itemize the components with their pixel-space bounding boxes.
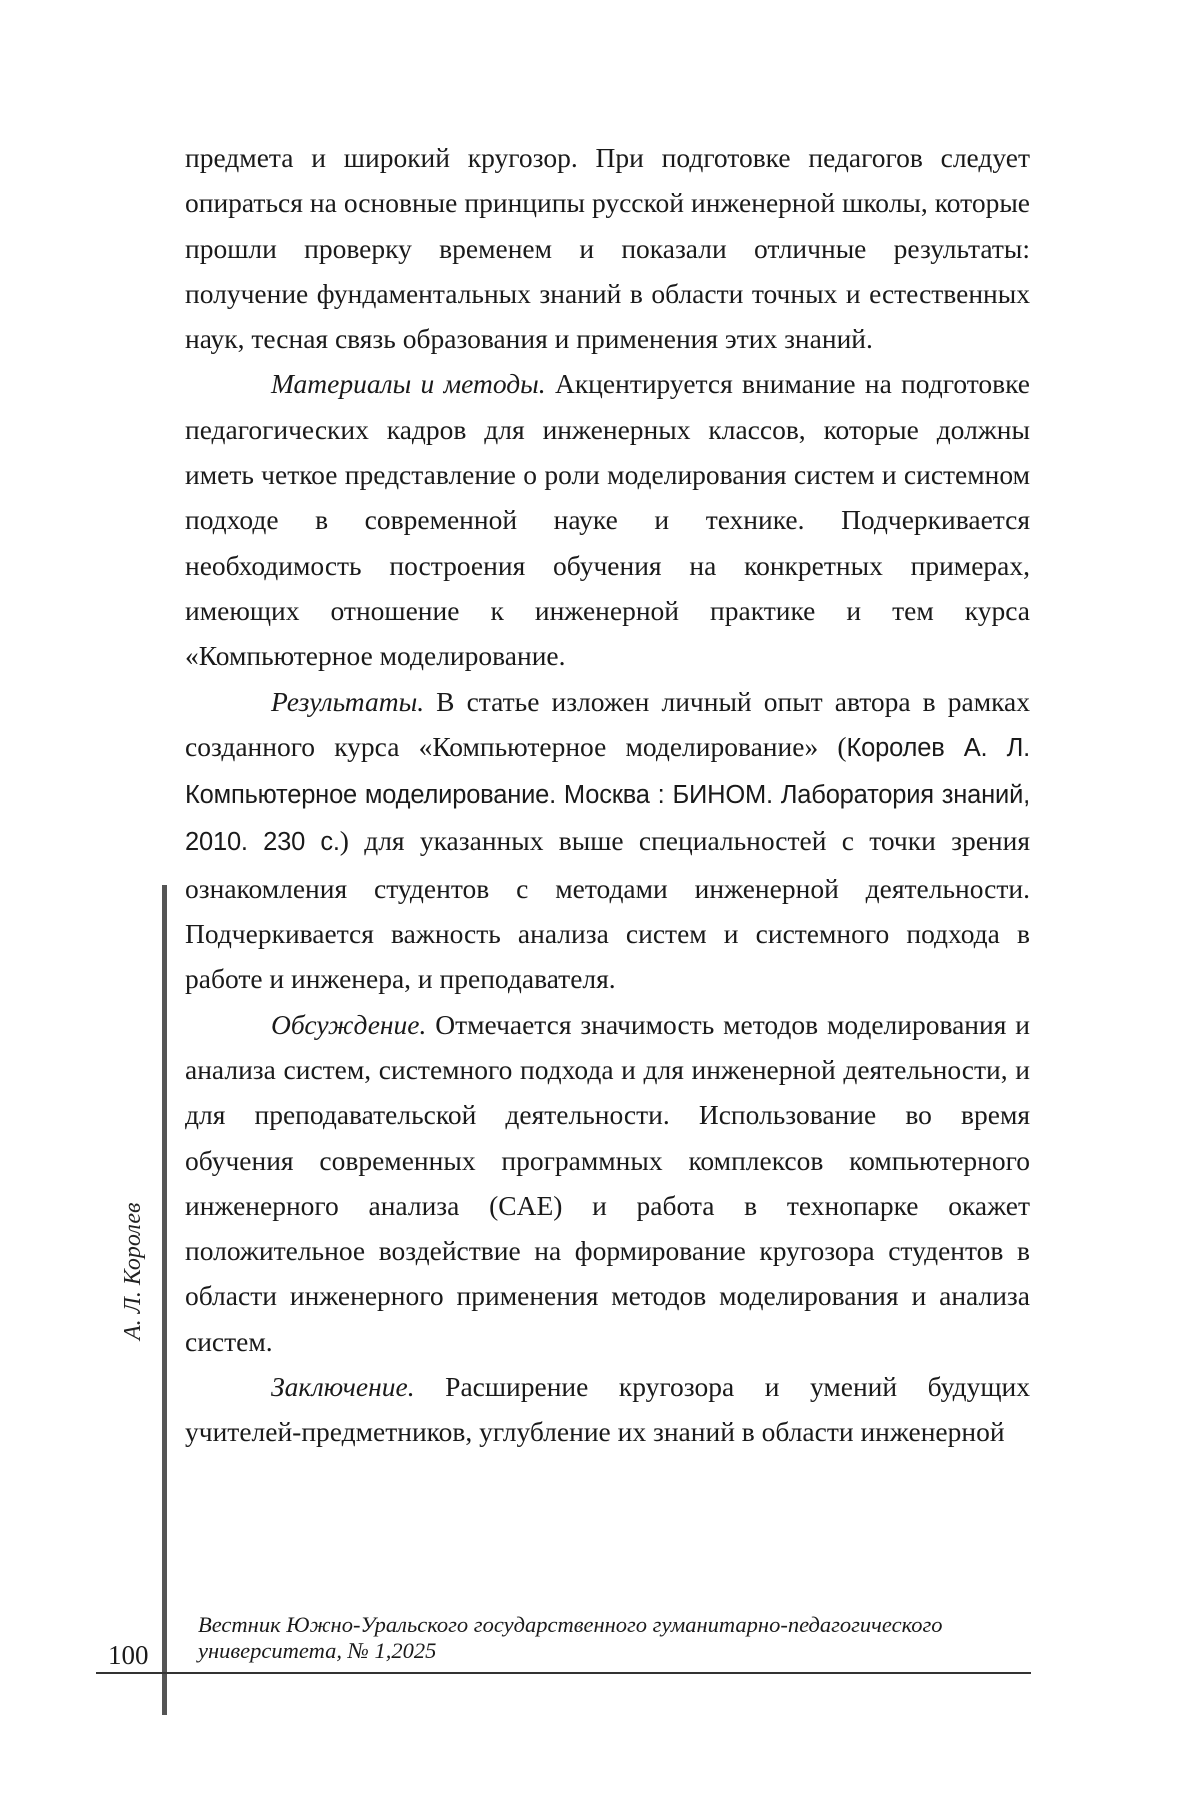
section-heading-materials-methods: Материалы и методы. [271,368,546,399]
paragraph-intro [185,135,1030,361]
running-head-author: А. Л. Королев [120,1203,147,1340]
footer-journal-title [198,1612,1028,1664]
paragraph-conclusion [185,1364,1030,1455]
paragraph-conclusion-text: Расширение кругозора и умений будущих учителей-предметников, углубление их знаний в области инженерной [185,1371,1030,1447]
paragraph-discussion-text: Отмечается значимость методов моделирования и анализа систем, системного подхода и для инженерной деятельности, и для преподавательской деятельности. Использование во время обучения современных программных комплексов компьютерного инженерного анализа (CAE) и работа в технопарке окажет положительное воздействие на формирование кругозора студентов в области инженерного применения методов моделирования и анализа систем. [185,1009,1030,1357]
footer-journal-line-2: университета, № 1,2025 [198,1638,1028,1664]
section-heading-results: Результаты. [271,686,424,717]
footer-journal-line-1: Вестник Южно-Уральского государственного гуманитарно-педагогического [198,1612,1028,1638]
article-body [185,135,1030,1455]
paragraph-materials-methods [185,361,1030,678]
paragraph-intro-text: предмета и широкий кругозор. При подготовке педагогов следует опираться на основные принципы русской инженерной школы, которые прошли проверку временем и показали отличные результаты: получение фундаментальных знаний в области точных и естественных наук, тесная связь образования и применения этих знаний. [185,142,1030,354]
page-number: 100 [108,1640,149,1671]
paragraph-materials-methods-text: Акцентируется внимание на подготовке педагогических кадров для инженерных классов, которые должны иметь четкое представление о роли моделирования систем и системном подходе в современной науке и технике. Подчеркивается необходимость построения обучения на конкретных примерах, имеющих отношение к инженерной практике и тем курса «Компьютерное моделирование. [185,368,1030,671]
section-heading-discussion: Обсуждение. [271,1009,426,1040]
section-heading-conclusion: Заключение. [271,1371,415,1402]
paragraph-discussion [185,1002,1030,1364]
bibliographic-reference: Королев А. Л. Компьютерное моделирование. Москва : БИНОМ. Лаборатория знаний, 2010. 230 с. [185,734,1030,857]
paragraph-results [185,679,1030,1002]
paragraph-results-text: В статье изложен личный опыт автора в рамках созданного курса «Компьютерное моделирование» ( [185,686,1030,762]
paragraph-results-text-continued: ) для указанных выше специальностей с точки зрения ознакомления студентов с методами инженерной деятельности. Подчеркивается важность анализа систем и системного подхода в работе и инженера, и преподавателя. [185,825,1030,994]
margin-vertical-rule [162,885,167,1715]
footer-horizontal-rule [96,1672,1031,1674]
